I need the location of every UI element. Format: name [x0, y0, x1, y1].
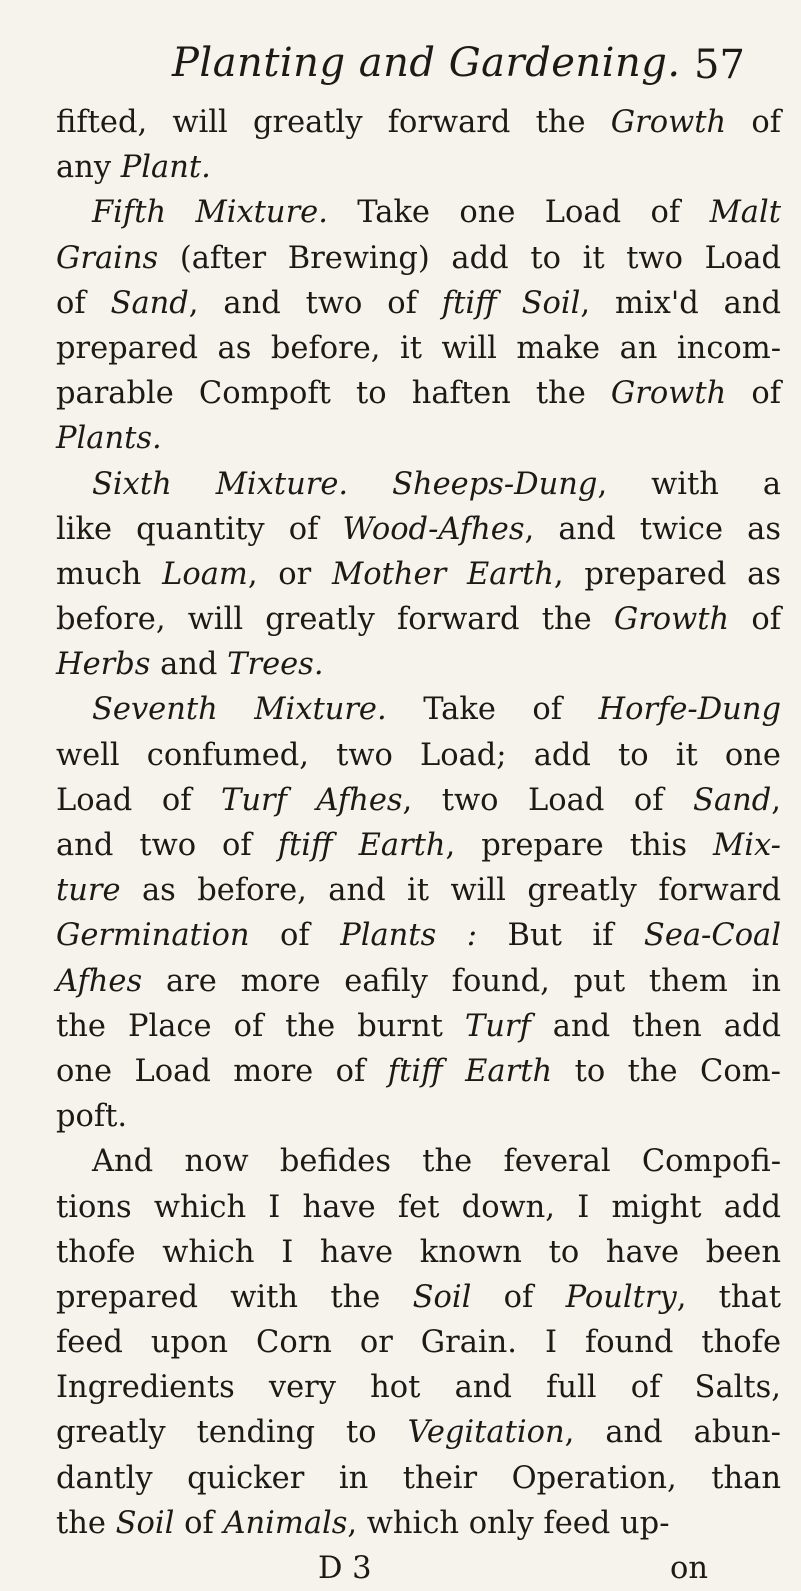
text-line [56, 913, 781, 958]
text-line [56, 507, 781, 552]
text-segment: dantly quicker in their Operation, than [56, 1460, 781, 1496]
italic-segment: Afhes [56, 963, 143, 999]
text-segment: fifted, will greatly forward the [56, 105, 611, 140]
italic-segment: Poultry [565, 1279, 677, 1315]
text-segment: , that [676, 1279, 782, 1315]
text-segment: thofe which I have known to have been [56, 1234, 781, 1270]
text-segment: are more eafily found, put them in [142, 963, 781, 999]
text-segment: , mix'd and [580, 285, 781, 321]
text-segment: of [726, 105, 781, 140]
signature-mark: D 3 [318, 1551, 372, 1586]
italic-segment: Loam [162, 556, 248, 592]
text-segment: , prepared as [553, 556, 781, 592]
text-segment: , two Load of [402, 782, 694, 818]
italic-segment: Trees. [227, 647, 324, 683]
italic-segment: Vegitation [407, 1415, 565, 1451]
page-number: 57 [694, 42, 745, 88]
italic-segment: Growth [610, 376, 727, 412]
text-line [56, 100, 781, 145]
italic-segment: Growth [610, 105, 727, 140]
text-segment: well confumed, two Load; add to it one [56, 737, 781, 773]
italic-segment: Germination [56, 918, 250, 954]
text-line [56, 1456, 781, 1501]
text-segment: , which only feed up- [347, 1505, 670, 1541]
text-segment: to the Com- [552, 1053, 781, 1089]
italic-segment: Soil [115, 1505, 175, 1541]
text-line [56, 1275, 781, 1320]
text-line [56, 778, 781, 823]
italic-segment: Sixth Mixture. Sheeps-Dung [92, 466, 598, 502]
text-segment: Take of [386, 692, 599, 728]
text-segment: , with a [597, 466, 781, 502]
text-segment: prepared with the [56, 1279, 413, 1315]
running-title: Planting and Gardening. [172, 40, 681, 86]
text-line [56, 1185, 781, 1230]
italic-segment: Sand [110, 285, 189, 321]
text-segment: (after Brewing) add to it two Load [158, 240, 781, 276]
page-footer [56, 1546, 781, 1591]
text-line [56, 326, 781, 371]
italic-segment: Plant. [120, 150, 211, 186]
text-line [56, 1004, 781, 1049]
text-line [56, 1410, 781, 1455]
text-segment: of [249, 918, 341, 954]
text-segment: Ingredients very hot and full of Salts, [56, 1370, 781, 1406]
italic-segment: ture [56, 873, 121, 909]
page-header [0, 38, 801, 94]
text-line [56, 642, 781, 687]
text-segment: And now befides the feveral Compofi- [92, 1144, 781, 1180]
italic-segment: Malt [709, 195, 781, 231]
text-segment: one Load more of [56, 1053, 388, 1089]
text-line [56, 1320, 781, 1365]
text-line [56, 190, 781, 235]
text-segment: , or [247, 556, 333, 592]
italic-segment: Turf [464, 1008, 531, 1044]
italic-segment: Growth [613, 602, 730, 638]
text-line [56, 462, 781, 507]
text-line [56, 416, 781, 461]
text-segment: , prepare this [445, 828, 713, 863]
text-segment: the Place of the burnt [56, 1008, 465, 1044]
text-line [56, 687, 781, 732]
text-segment: and two of [56, 828, 278, 863]
italic-segment: ftiff Soil [441, 285, 581, 321]
text-segment: much [56, 556, 163, 592]
text-segment: Load of [56, 782, 222, 818]
italic-segment: Mother Earth [332, 556, 554, 592]
text-line [56, 281, 781, 326]
italic-segment: ftiff Earth [387, 1053, 553, 1089]
text-segment: as before, and it will greatly forward [120, 873, 781, 909]
text-line [56, 1139, 781, 1184]
text-segment: of [56, 285, 111, 321]
text-segment: greatly tending to [56, 1415, 408, 1451]
text-segment: and then add [530, 1008, 782, 1044]
text-line [56, 1094, 781, 1139]
text-segment: , [771, 782, 781, 818]
text-line [56, 236, 781, 281]
text-segment: parable Compoft to haften the [56, 376, 611, 412]
text-segment: before, will greatly forward the [56, 602, 614, 638]
text-line [56, 959, 781, 1004]
italic-segment: ftiff Earth [277, 828, 446, 863]
body-text [56, 100, 781, 1591]
italic-segment: Plants. [56, 421, 162, 457]
text-segment: Take one Load of [327, 195, 710, 231]
text-segment: of [726, 376, 781, 412]
italic-segment: Plants : [340, 918, 478, 954]
text-segment: prepared as before, it will make an incom- [56, 330, 781, 366]
text-segment: the [56, 1505, 116, 1541]
text-segment: of [729, 602, 781, 638]
catchword: on [670, 1551, 709, 1586]
text-segment: , and twice as [524, 511, 781, 547]
text-segment: any [56, 150, 121, 186]
text-line [56, 145, 781, 190]
italic-segment: Fifth Mixture. [92, 195, 328, 231]
text-segment: and [150, 647, 228, 683]
italic-segment: Grains [56, 240, 159, 276]
italic-segment: Turf Afhes [221, 782, 403, 818]
italic-segment: Sea-Coal [643, 918, 781, 954]
text-line [56, 1365, 781, 1410]
text-line [56, 733, 781, 778]
text-line [56, 823, 781, 868]
italic-segment: Seventh Mixture. [92, 692, 387, 728]
italic-segment: Herbs [56, 647, 151, 683]
italic-segment: Soil [412, 1279, 472, 1315]
italic-segment: Animals [223, 1505, 348, 1541]
text-segment: , and abun- [564, 1415, 781, 1451]
text-segment: of [471, 1279, 566, 1315]
italic-segment: Wood-Afhes [342, 511, 525, 547]
text-line [56, 597, 781, 642]
italic-segment: Mix- [713, 828, 781, 863]
text-segment: , and two of [188, 285, 442, 321]
text-segment: But if [477, 918, 644, 954]
text-line [56, 1501, 781, 1546]
text-segment: of [174, 1505, 224, 1541]
text-line [56, 1230, 781, 1275]
text-segment: like quantity of [56, 511, 343, 547]
text-segment: tions which I have fet down, I might add [56, 1189, 781, 1225]
text-line [56, 552, 781, 597]
italic-segment: Sand [693, 782, 772, 818]
text-line [56, 1049, 781, 1094]
text-line [56, 371, 781, 416]
italic-segment: Horfe-Dung [598, 692, 781, 728]
text-line [56, 868, 781, 913]
text-segment: feed upon Corn or Grain. I found thofe [56, 1325, 781, 1361]
text-segment: poft. [56, 1099, 128, 1135]
